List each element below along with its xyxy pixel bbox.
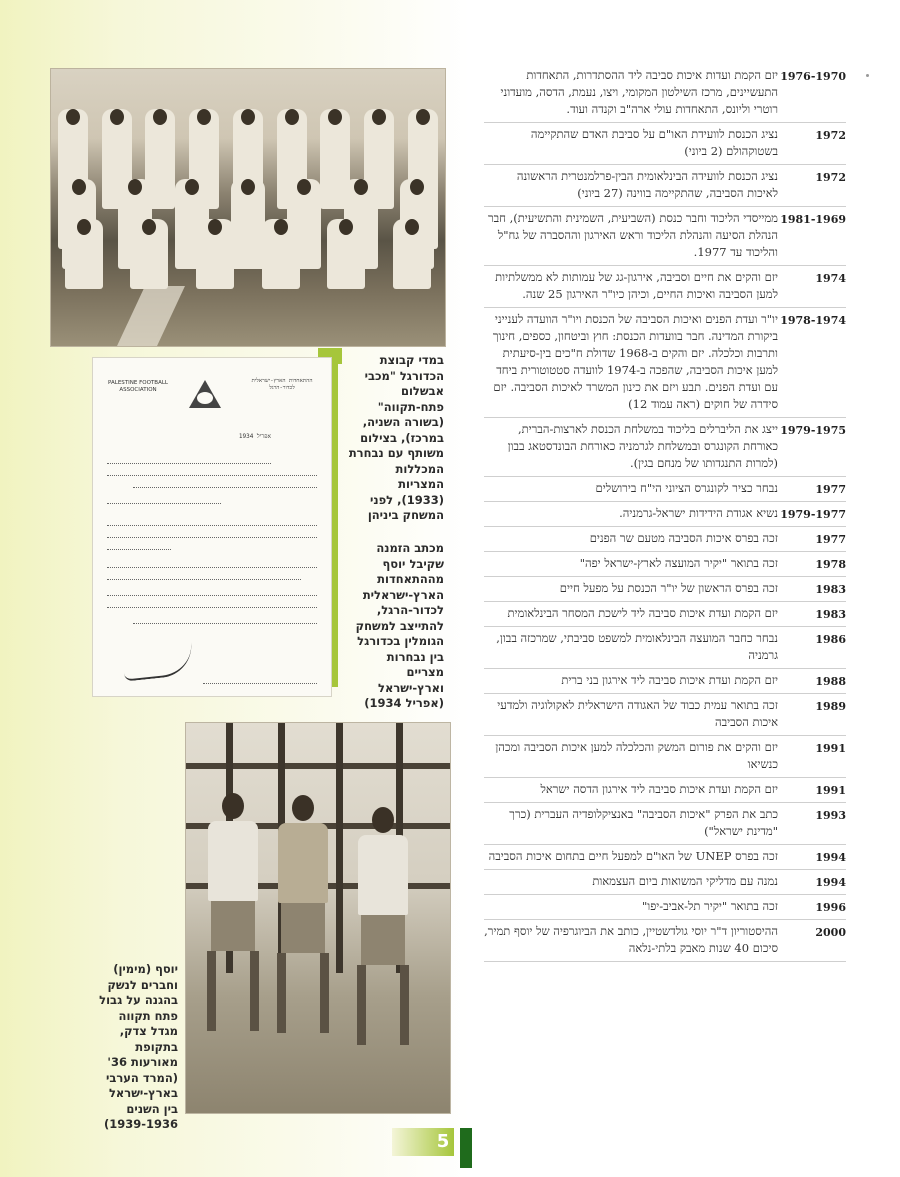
team-caption: במדי קבוצת הכדורגל "מכבי אבשלום פתח-תקווה" (בשורה השניה, במרכז), בצילום משותף עם נבחרת המכללות המצריות (1933), לפני המשחק ביניהן [348, 353, 444, 522]
entry-text: נשיא אגודת הידידות ישראל-גרמניה. [619, 506, 778, 520]
field-line [117, 286, 185, 346]
letter-line [107, 544, 171, 550]
letter-caption: מכתב הזמנה שקיבל יוסף מההתאחדות הארץ-ישראלית לכדור-הרגל, להתייצב למשחק הגומלין בכדורגל בין נבחרות מצריים וארץ-ישראל (אפריל 1934) [355, 541, 444, 710]
entry-text: ייצג את הליברלים בליכוד במשלחת הכנסת לארצות-הברית, כאורחת הקונגרס ובמשלחת לגרמניה כאורחת הבונדסטאג בבון (למרות התנגדותו של מנחם בגין). [507, 422, 778, 470]
person [276, 795, 330, 1045]
entry-year: 1994 [815, 876, 846, 889]
timeline-entry [484, 736, 846, 778]
entry-text: יזם הקמת ועדות איכות סביבה ליד ההסתדרות, התאחדות התעשיינים, מרכז השילטון המקומי, ויצו, נעמת, הדסה, מועדוני רוטרי וליונס, התאחדות עולי ארה"ב וקנדה ועוד. [500, 68, 778, 116]
entry-year: 1983 [815, 608, 846, 621]
letter-line [107, 520, 317, 526]
entry-year: 1981-1969 [780, 213, 846, 226]
entry-year: 1978 [815, 558, 846, 571]
entry-year: 1977 [815, 533, 846, 546]
entry-year: 1972 [815, 171, 846, 184]
entry-year: 1989 [815, 700, 846, 713]
timeline-entry [484, 627, 846, 669]
timeline-entry [484, 502, 846, 527]
entry-text: זכה בתואר "יקיר המועצה לארץ-ישראל יפה" [579, 556, 778, 570]
timeline-entry [484, 778, 846, 803]
entry-text: זכה בפרס UNEP של האו"ם למפעל חיים בתחום איכות הסביבה [488, 849, 778, 863]
timeline-entry [484, 895, 846, 920]
entry-text: זכה בפרס הראשון של יו"ר הכנסת על מפעל חיים [559, 581, 778, 595]
timeline-entry [484, 308, 846, 418]
entry-year: 1991 [815, 784, 846, 797]
timeline-entry [484, 845, 846, 870]
entry-text: זכה בפרס איכות הסביבה מטעם שר הפנים [589, 531, 778, 545]
timeline-entry [484, 870, 846, 895]
entry-year: 1986 [815, 633, 846, 646]
team-photo [50, 68, 446, 347]
entry-year: 1988 [815, 675, 846, 688]
entry-text: יזם הקמת ועדת איכות סביבה ליד אירגון בני ברית [561, 673, 778, 687]
letter-line [133, 482, 317, 488]
front-row [51, 219, 445, 289]
entry-text: יזם והקים את חיים וסביבה, אירגון-גג של עמותות לא ממשלתיות למען הסביבה ואיכות החיים, וכיהן כיו"ר האירגון 25 שנה. [495, 270, 778, 301]
letter-date: אפריל 1934 [238, 433, 271, 440]
guards-photo [185, 722, 451, 1114]
entry-year: 1974 [815, 272, 846, 285]
timeline-entry [484, 165, 846, 207]
entry-text: יזם והקים את פורום המשק והכלכלה למען איכות הסביבה ומכהן כנשיאו [495, 740, 778, 771]
entry-year: 2000 [815, 926, 846, 939]
entry-year: 1983 [815, 583, 846, 596]
entry-year: 1991 [815, 742, 846, 755]
entry-text: כתב את הפרק "איכות הסביבה" באנציקלופדיה העברית (כרך "מדינת ישראל") [509, 807, 778, 838]
letter-line [107, 562, 317, 568]
timeline-entry [484, 527, 846, 552]
entry-text: יזם הקמת ועדת איכות סביבה ליד לישכת המסחר הבינלאומית [507, 606, 778, 620]
entry-year: 1979-1977 [780, 508, 846, 521]
letter-line [107, 532, 317, 538]
timeline-entry [484, 64, 846, 123]
signature [122, 642, 195, 681]
timeline-entry [484, 477, 846, 502]
letter-line [107, 470, 317, 476]
entry-text: נציג הכנסת לוועידה הבינלאומית הבין-פרלמנטרית הראשונה לאיכות הסביבה, שהתקיימה בווינה (27 ביוני) [516, 169, 778, 200]
timeline-entry [484, 803, 846, 845]
entry-text: זכה בתואר עמית כבוד של האגודה הישראלית לאקולוגיה ולמדעי איכות הסביבה [497, 698, 778, 729]
letter-line [107, 498, 221, 504]
person [206, 793, 260, 1043]
entry-year: 1996 [815, 901, 846, 914]
page-mark [866, 74, 869, 77]
entry-text: יו"ר ועדת הפנים ואיכות הסביבה של הכנסת ויו"ר הוועדה לענייני ביקורת המדינה. חבר בוועדות הכנסת: חוץ וביטחון, כספים, חינוך ותרבות וכלכלה. יזם והקים ב-1968 שדולת ח"כים בין-סיעתית למען איכות הסביבה, שהפכה ב-1974 לוועדה סטטוטורית ביחד עם ועדת הפנים. תבע ויזם את כינון המשרד לאיכות הסביבה. יזם סידרה של חוקים (ראה עמוד 12) [492, 312, 778, 411]
entry-text: נציג הכנסת לוועידת האו"ם על סביבת האדם שהתקיימה בשטוקהולם (2 ביוני) [530, 127, 778, 158]
person [356, 807, 410, 1057]
letter-footer-line [203, 678, 317, 684]
entry-year: 1993 [815, 809, 846, 822]
entry-year: 1972 [815, 129, 846, 142]
letter-line [107, 458, 271, 464]
entry-text: זכה בתואר "יקיר תל-אביב-יפו" [641, 899, 778, 913]
entry-year: 1978-1974 [780, 314, 846, 327]
entry-text: יזם הקמת ועדת איכות סביבה ליד אירגון הדסה ישראל [540, 782, 778, 796]
page-number: 5 [436, 1131, 450, 1152]
entry-year: 1976-1970 [780, 70, 846, 83]
timeline-entry [484, 577, 846, 602]
entry-text: ממייסדי הליכוד וחבר כנסת (השביעית, השמינית והתשיעית), חבר הנהלת הסיעה והנהלת הליכוד וראש האירגון וההסברה של גח"ל והליכוד עד 1977. [487, 211, 778, 259]
entry-year: 1994 [815, 851, 846, 864]
entry-year: 1979-1975 [780, 424, 846, 437]
entry-text: נבחר כחבר המועצה הבינלאומית למשפט סביבתי, שמרכזה בבון, גרמניה [496, 631, 778, 662]
letter-line [107, 590, 317, 596]
guards-caption: יוסף (מימין) וחברים לנשק בהגנה על גבול פתח תקווה מגדל צדק, בתקופת מאורעות 36' (המרד הערבי בארץ-ישראל בין השנים 1939-1936) [99, 962, 178, 1131]
letter-org-en: PALESTINE FOOTBALL ASSOCIATION [108, 380, 168, 393]
letter-org-he: ההתאחדות הארץ-ישראלית לכדור-הרגל [251, 378, 313, 391]
timeline-entry [484, 694, 846, 736]
entry-text: נמנה עם מדליקי המשואות ביום העצמאות [592, 874, 778, 888]
logo-ball [197, 392, 213, 404]
timeline-entry [484, 266, 846, 308]
invitation-letter [92, 357, 332, 697]
letter-line [133, 618, 317, 624]
entry-year: 1977 [815, 483, 846, 496]
entry-text: ההיסטוריון ד"ר יוסי גולדשטיין, כותב את הביוגרפיה של יוסף תמיר, סיכום 40 שנות מאבק בלתי-נלאה [484, 924, 778, 955]
timeline-entry [484, 552, 846, 577]
page-number-edge [460, 1128, 472, 1168]
timeline-entry [484, 418, 846, 477]
timeline [484, 64, 846, 962]
entry-text: נבחר כציר לקונגרס הציוני הי"ח בירושלים [595, 481, 778, 495]
letter-line [107, 574, 301, 580]
fence-post [336, 723, 343, 973]
timeline-entry [484, 669, 846, 694]
letter-line [107, 602, 317, 608]
timeline-entry [484, 602, 846, 627]
timeline-entry [484, 207, 846, 266]
timeline-entry [484, 920, 846, 962]
timeline-entry [484, 123, 846, 165]
